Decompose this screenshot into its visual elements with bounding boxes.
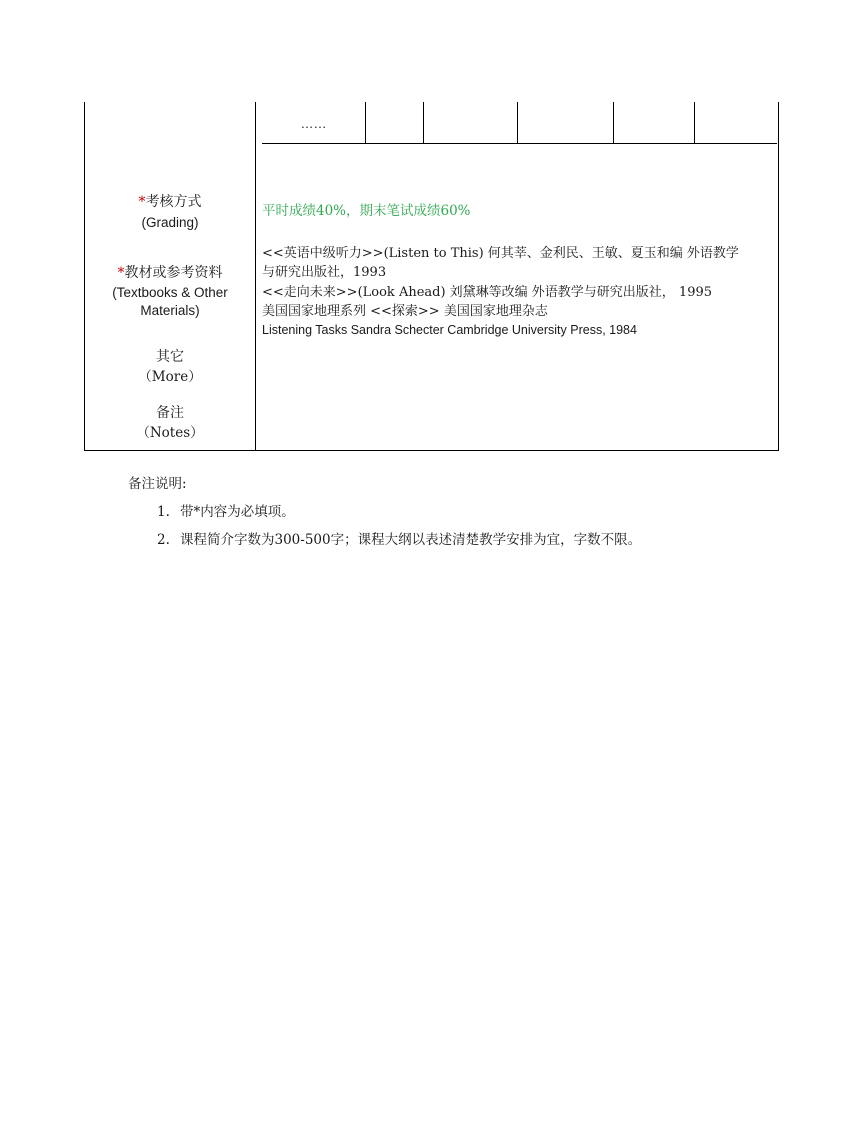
notes-label-cn: 备注 (156, 405, 184, 421)
table-bottom-border (84, 450, 779, 451)
more-label-cn: 其它 (156, 349, 184, 365)
inner-col-divider (517, 102, 518, 144)
inner-col-divider (613, 102, 614, 144)
textbooks-label-cn: *教材或参考资料 (117, 265, 223, 281)
required-star: * (117, 265, 125, 281)
reference-line: 美国国家地理系列 <<探索>> 美国国家地理杂志 (262, 304, 548, 319)
inner-col-divider (423, 102, 424, 144)
reference-line: 与研究出版社，1993 (262, 265, 387, 280)
remark-number: 2. (157, 532, 170, 548)
notes-label-en: （Notes） (136, 425, 204, 441)
remark-number: 1. (157, 504, 170, 520)
remark-text: 带*内容为必填项。 (180, 504, 295, 520)
textbooks-label-en-2: Materials) (140, 303, 200, 318)
inner-row-ellipsis: …… (300, 116, 327, 131)
required-star: * (138, 194, 146, 210)
grading-label-cn: *考核方式 (138, 194, 202, 210)
table-right-border (778, 102, 779, 451)
reference-line: Listening Tasks Sandra Schecter Cambridge University Press, 1984 (262, 323, 637, 337)
inner-col-divider (694, 102, 695, 144)
inner-col-divider (365, 102, 366, 144)
grading-value: 平时成绩40%，期末笔试成绩60% (262, 203, 471, 219)
table-divider (255, 102, 256, 451)
reference-line: <<英语中级听力>>(Listen to This) 何其莘、金利民、王敏、夏玉和编 外语教学 (262, 246, 739, 261)
reference-line: <<走向未来>>(Look Ahead) 刘黛琳等改编 外语教学与研究出版社， 1995 (262, 285, 713, 300)
grading-label-en: (Grading) (141, 215, 199, 230)
remarks-title: 备注说明: (128, 476, 187, 492)
inner-row-bottom (262, 143, 777, 144)
remark-text: 课程简介字数为300-500字；课程大纲以表述清楚教学安排为宜，字数不限。 (180, 532, 642, 548)
textbooks-label-en-1: (Textbooks & Other (112, 285, 228, 300)
more-label-en: （More） (138, 369, 202, 385)
